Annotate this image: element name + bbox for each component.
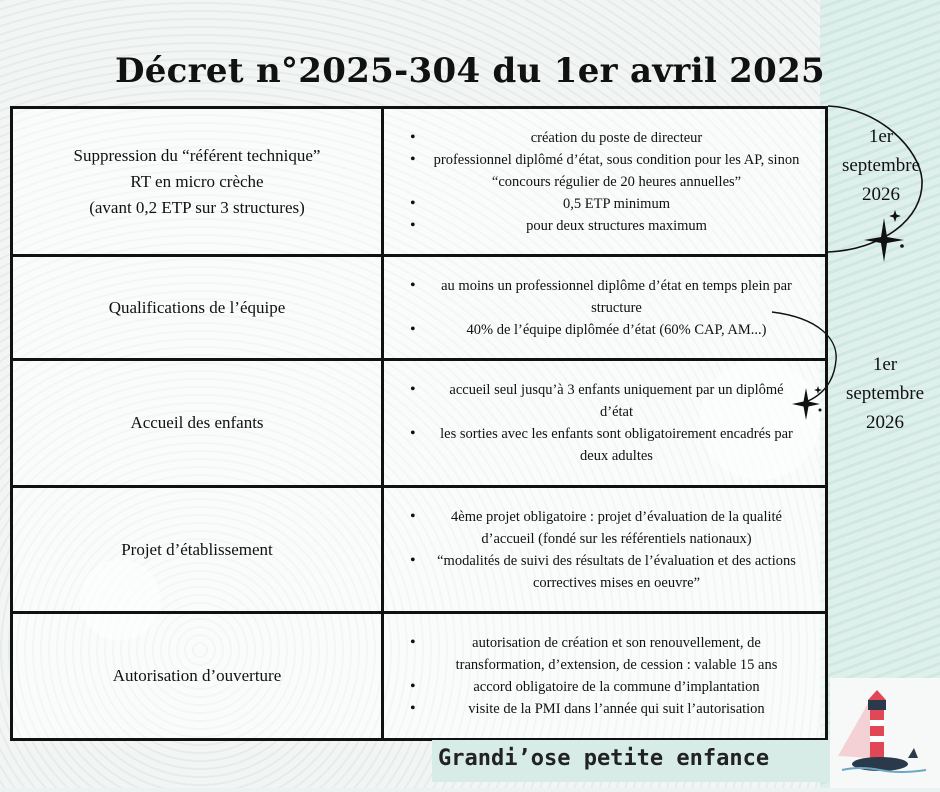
- brand-name: Grandi’ose petite enfance: [438, 746, 770, 771]
- date-line: septembre: [845, 383, 925, 404]
- row-label-line: Accueil des enfants: [130, 413, 264, 432]
- list-item: • pour deux structures maximum: [410, 215, 801, 237]
- list-item: • accueil seul jusqu’à 3 enfants uniquement par un diplômé d’état: [410, 379, 801, 423]
- date-line: 1er: [872, 354, 898, 375]
- row-label-line: Projet d’établissement: [121, 539, 273, 559]
- list-item: • 40% de l’équipe diplômée d’état (60% CAP, AM...): [410, 319, 801, 341]
- list-item: • au moins un professionnel diplôme d’état en temps plein par structure: [410, 275, 801, 319]
- dot-icon: [819, 409, 822, 412]
- row-label-line: Autorisation d’ouverture: [112, 666, 282, 685]
- row-label-line: Suppression du “référent technique”: [73, 145, 321, 165]
- bracket-arrow: [772, 312, 836, 404]
- sparkle-icon: [864, 218, 904, 262]
- list-item: • accord obligatoire de la commune d’implantation: [410, 676, 801, 698]
- date-line: 2026: [866, 412, 904, 433]
- page-title: Décret n°2025-304 du 1er avril 2025: [114, 50, 826, 91]
- row-label-line: (avant 0,2 ETP sur 3 structures): [89, 197, 305, 217]
- date-line: 1er: [868, 126, 894, 147]
- list-item: • “modalités de suivi des résultats de l’évaluation et des actions correctives mises en oeuvre”: [410, 550, 801, 594]
- list-item: • autorisation de création et son renouvellement, de transformation, d’extension, de cession : valable 15 ans: [410, 632, 801, 676]
- list-item: • professionnel diplômé d’état, sous condition pour les AP, sinon “concours régulier de 20 heures annuelles”: [410, 149, 801, 193]
- date-annotation: [834, 350, 936, 437]
- sparkle-icon: [889, 210, 901, 222]
- list-item: • visite de la PMI dans l’année qui suit l’autorisation: [410, 698, 801, 720]
- list-item: • les sorties avec les enfants sont obligatoirement encadrés par deux adultes: [410, 423, 801, 467]
- lighthouse-logo-icon: [830, 678, 940, 788]
- row-label-line: Qualifications de l’équipe: [108, 297, 286, 317]
- date-line: septembre: [841, 155, 921, 176]
- sparkle-icon: [792, 388, 820, 420]
- date-line: 2026: [862, 184, 900, 205]
- list-item: • 0,5 ETP minimum: [410, 193, 801, 215]
- row-label-line: RT en micro crèche: [130, 171, 264, 191]
- dot-icon: [900, 244, 904, 248]
- date-annotation: [832, 122, 930, 209]
- list-item: • création du poste de directeur: [410, 127, 801, 149]
- list-item: • 4ème projet obligatoire : projet d’évaluation de la qualité d’accueil (fondé sur les référentiels nationaux): [410, 506, 801, 550]
